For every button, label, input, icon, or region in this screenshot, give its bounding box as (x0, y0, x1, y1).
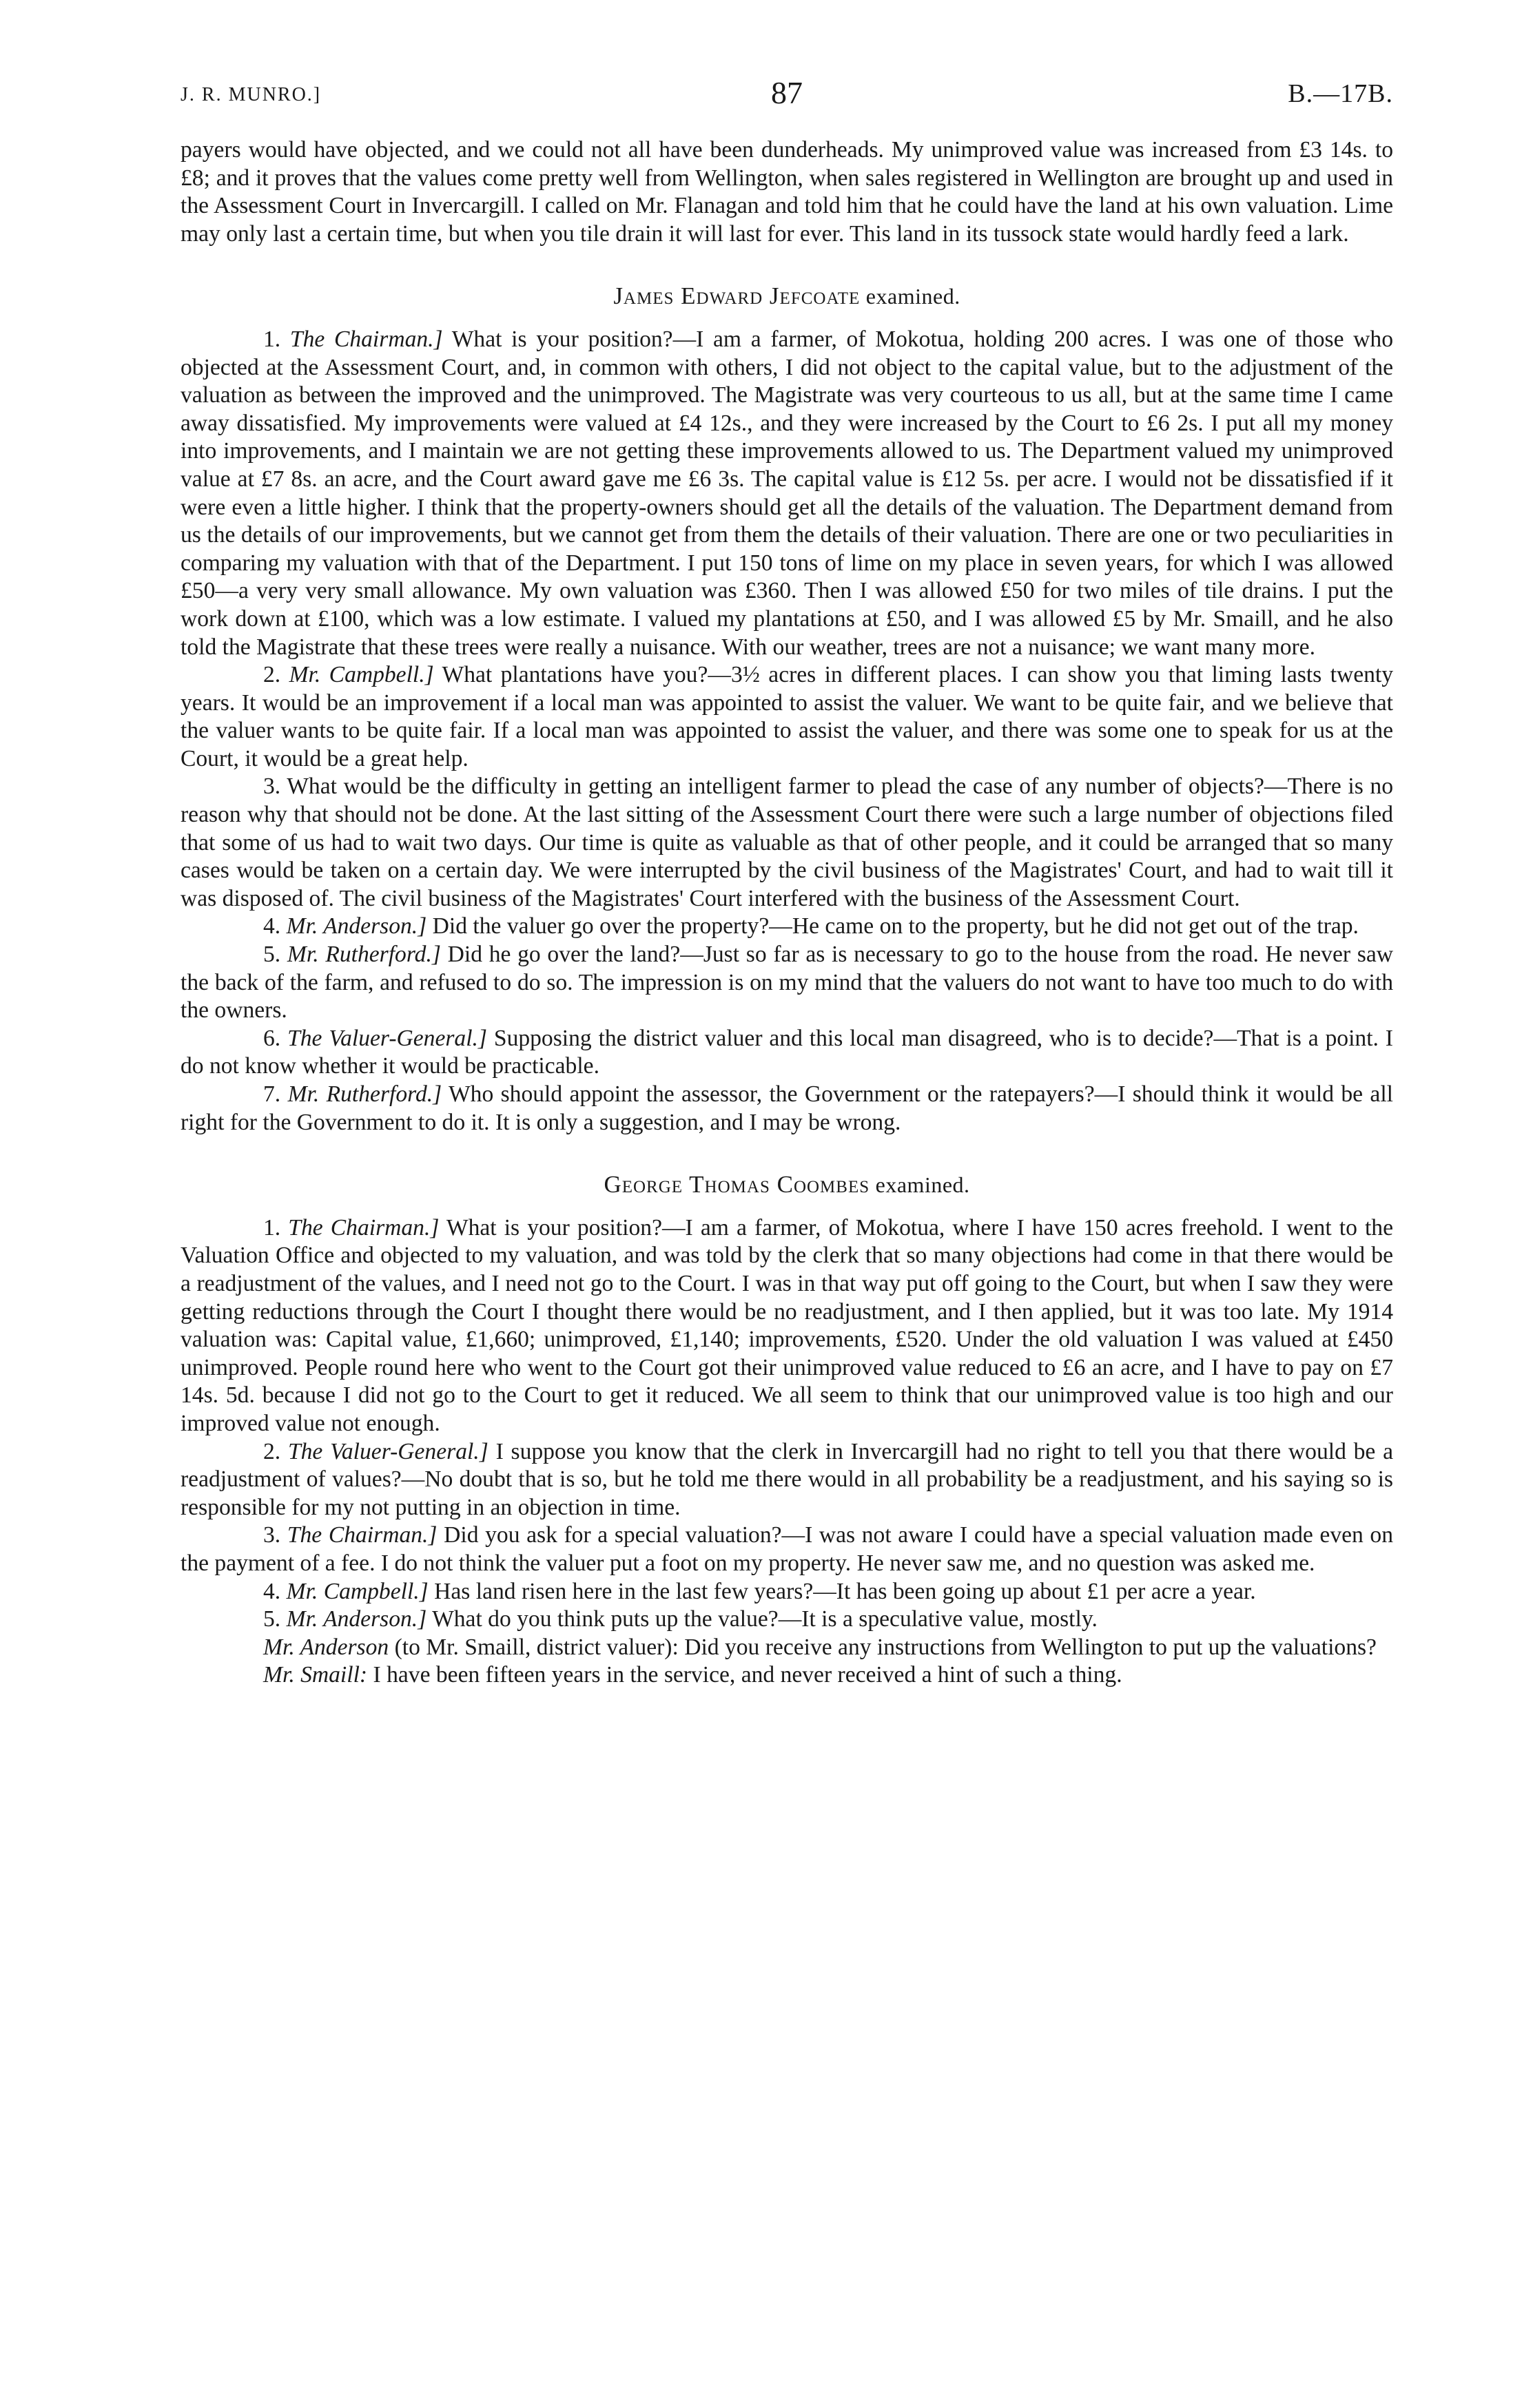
question-text: What would be the difficulty in getting an intelligent farmer to plead the case of any number of objects?—There is no reason why that should not be done. At the last sitting of the Assessment Court there were such a large number of objections filed that some of us had to wait two days. Our time is quite as valuable as that of other people, and it could be arranged that so many cases would be taken on a certain day. We were interrupted by the civil business of the Magistrates' Court, and had to wait till it was disposed of. The civil business of the Magistrates' Court interfered with the business of the Assessment Court. (181, 774, 1393, 911)
speaker: The Valuer-General.] (287, 1438, 489, 1464)
heading-suffix: examined. (865, 284, 960, 309)
document-reference: B.—17B. (1288, 79, 1393, 108)
question-paragraph (181, 661, 1393, 773)
question-text: What is your position?—I am a farmer, of Mokotua, where I have 150 acres freehold. I went to the Valuation Office and objected to my valuation, and was told by the clerk that so many objections had come in that there would be a readjustment of the values, and I need not go to the Court. I was in that way put off going to the Court, but when I saw they were getting reductions through the Court I thought there would be no readjustment, and I then applied, but it was too late. My 1914 valuation was: Capital value, £1,660; unimproved, £1,140; improvements, £520. Under the old valuation I was valued at £450 unimproved. People round here who went to the Court got their unimproved value reduced to £6 an acre, and I have to pay on £7 14s. 5d. because I did not go to the Court to get it reduced. We all seem to think that our unimproved value is too high and our improved value not enough. (181, 1214, 1394, 1436)
page-number: 87 (771, 75, 803, 110)
witness-name: James Edward Jefcoate (613, 282, 861, 310)
page-body (181, 136, 1393, 1690)
question-number: 2. (263, 662, 281, 688)
question-paragraph (181, 1438, 1393, 1522)
question-text: Supposing the district valuer and this local man disagreed, who is to decide?—That is a point. I do not know whether it would be practicable. (181, 1025, 1393, 1079)
witness-name: George Thomas Coombes (604, 1171, 870, 1198)
question-paragraph (181, 326, 1393, 661)
question-number: 7. (263, 1081, 281, 1107)
speaker: Mr. Campbell.] (289, 662, 434, 688)
question-number: 4. (263, 913, 281, 940)
section-heading-jefcoate (181, 282, 1393, 311)
speaker: The Chairman.] (288, 1214, 440, 1241)
speaker: Mr. Rutherford.] (287, 1081, 442, 1107)
question-paragraph (181, 941, 1393, 1025)
question-text: Did the valuer go over the property?—He came on to the property, but he did not get out of the trap. (432, 913, 1359, 940)
question-text: I have been fifteen years in the service, and never received a hint of such a thing. (373, 1662, 1122, 1688)
question-text: Who should appoint the assessor, the Government or the ratepayers?—I should think it would be all right for the Government to do it. It is only a suggestion, and I may be wrong. (181, 1081, 1393, 1135)
speaker: The Valuer-General.] (287, 1025, 487, 1051)
opening-paragraph: payers would have objected, and we could not all have been dunderheads. My unimproved value was increased from £3 14s. to £8; and it proves that the values come pretty well from Wellington, when sales registered in Wellington are brought up and used in the Assessment Court in Invercargill. I called on Mr. Flanagan and told him that he could have the land at his own valuation. Lime may only last a certain time, but when you tile drain it will last for ever. This land in its tussock state would hardly feed a lark. (181, 137, 1393, 247)
speaker: The Chairman.] (289, 326, 443, 352)
section-heading-coombes (181, 1171, 1393, 1199)
question-number: 5. (263, 942, 281, 968)
speaker: Mr. Campbell.] (286, 1578, 429, 1604)
speaker: Mr. Rutherford.] (287, 942, 441, 968)
question-text: What plantations have you?—3½ acres in different places. I can show you that liming lasts twenty years. It would be an improvement if a local man was appointed to assist the valuer. We want to be quite fair, and we believe that the valuer wants to be quite fair. If a local man was appointed to assist the valuer, and there was some one to speak for us at the Court, it would be a great help. (181, 662, 1394, 771)
question-text: (to Mr. Smaill, district valuer): Did you receive any instructions from Wellington to put up the valuations? (394, 1634, 1377, 1660)
question-number: 2. (263, 1438, 281, 1464)
speaker: Mr. Anderson.] (286, 1606, 427, 1632)
question-number: 3. (263, 1522, 281, 1548)
question-number: 4. (263, 1578, 281, 1604)
question-paragraph (181, 1606, 1393, 1634)
question-paragraph (181, 1522, 1393, 1577)
speaker: Mr. Smaill: (263, 1662, 368, 1688)
speaker: The Chairman.] (287, 1522, 438, 1548)
question-text: Has land risen here in the last few years?—It has been going up about £1 per acre a year. (434, 1578, 1256, 1604)
question-text: What do you think puts up the value?—It is a speculative value, mostly. (432, 1606, 1098, 1632)
speaker: Mr. Anderson.] (286, 913, 427, 940)
question-number: 6. (263, 1025, 281, 1051)
question-number: 3. (263, 774, 281, 800)
question-paragraph (181, 913, 1393, 941)
question-number: 1. (263, 326, 281, 352)
question-number: 1. (263, 1214, 281, 1241)
question-text: Did you ask for a special valuation?—I was not aware I could have a special valuation made even on the payment of a fee. I do not think the valuer put a foot on my property. He never saw me, and no question was asked me. (181, 1522, 1394, 1576)
question-paragraph (181, 1214, 1393, 1438)
question-paragraph (181, 1661, 1393, 1690)
question-text: Did he go over the land?—Just so far as is necessary to go to the house from the road. He never saw the back of the farm, and refused to do so. The impression is on my mind that the valuers do not want to have too much to do with the owners. (181, 942, 1393, 1024)
question-paragraph (181, 1025, 1393, 1081)
heading-suffix: examined. (875, 1172, 970, 1198)
question-paragraph (181, 773, 1393, 913)
question-paragraph (181, 1081, 1393, 1136)
question-paragraph (181, 1634, 1393, 1662)
question-number: 5. (263, 1606, 281, 1632)
question-text: What is your position?—I am a farmer, of Mokotua, holding 200 acres. I was one of those who objected at the Assessment Court, and, in common with others, I did not object to the capital value, but to the adjustment of the valuation as between the improved and the unimproved. The Magistrate was very courteous to us all, but at the same time I came away dissatisfied. My improvements were valued at £4 12s., and they were increased by the Court to £6 2s. I put all my money into improvements, and I maintain we are not getting these improvements allowed to us. The Department valued my unimproved value at £7 8s. an acre, and the Court award gave me £6 3s. The capital value is £12 5s. per acre. I would not be dissatisfied if it were even a little higher. I think that the property-owners should get all the details of the valuation. The Department demand from us the details of our improvements, but we cannot get from them the details of their valuation. There are one or two peculiarities in comparing my valuation with that of the Department. I put 150 tons of lime on my place in seven years, for which I was allowed £50—a very very small allowance. My own valuation was £360. Then I was allowed £50 for two miles of tile drains. I put the work down at £100, which was a low estimate. I valued my plantations at £50, and I was allowed £5 by Mr. Smaill, and he also told the Magistrate that these trees were really a nuisance. With our weather, trees are not a nuisance; we want many more. (181, 326, 1394, 660)
speaker: Mr. Anderson (263, 1634, 389, 1660)
question-paragraph (181, 1578, 1393, 1606)
document-page (181, 69, 1393, 1690)
header-witness-name: J. R. MUNRO.] (181, 84, 322, 105)
page-header (181, 69, 1393, 124)
question-text: I suppose you know that the clerk in Invercargill had no right to tell you that there would be a readjustment of values?—No doubt that is so, but he told me there would in all probability be a readjustment, and his saying so is responsible for my not putting in an objection in time. (181, 1438, 1393, 1520)
